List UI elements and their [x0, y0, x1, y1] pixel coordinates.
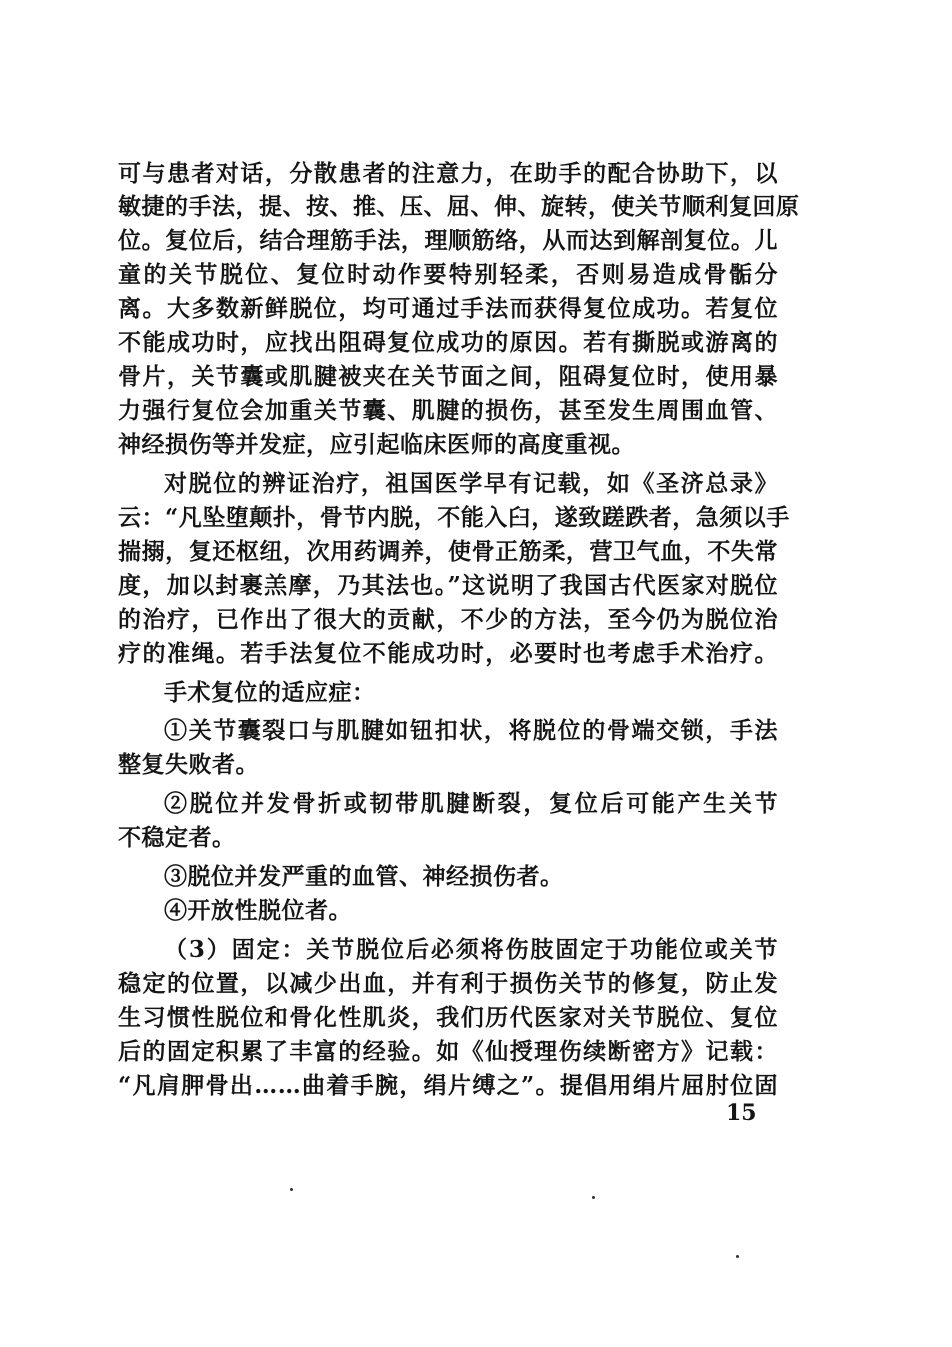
text-line: ③脱位并发严重的血管、神经损伤者。: [164, 863, 564, 890]
text-line: 骨片，关节囊或肌腱被夹在关节面之间，阻碍复位时，使用暴: [118, 363, 778, 390]
text-line: （3）固定：关节脱位后必须将伤肢固定于功能位或关节: [164, 936, 778, 963]
scan-speck: [592, 1196, 595, 1199]
text-line: 的治疗，已作出了很大的贡献，不少的方法，至今仍为脱位治: [118, 606, 778, 633]
text-line: 位。复位后，结合理筋手法，理顺筋络，从而达到解剖复位。儿: [118, 227, 778, 254]
text-line: ①关节囊裂口与肌腱如钮扣状，将脱位的骨端交锁，手法: [164, 717, 778, 744]
text-line: 后的固定积累了丰富的经验。如《仙授理伤续断密方》记载：: [118, 1038, 778, 1065]
text-line: 神经损伤等并发症，应引起临床医师的高度重视。: [118, 431, 635, 458]
text-line: 力强行复位会加重关节囊、肌腱的损伤，甚至发生周围血管、: [118, 397, 778, 424]
page-number: 15: [726, 1100, 757, 1126]
text-line: 整复失败者。: [118, 751, 259, 778]
text-line: 不能成功时，应找出阻碍复位成功的原因。若有撕脱或游离的: [118, 329, 778, 356]
text-line: ④开放性脱位者。: [164, 897, 352, 924]
text-line: 敏捷的手法，提、按、推、压、屈、伸、旋转，使关节顺利复回原: [118, 193, 800, 220]
text-line: 手术复位的适应症：: [164, 679, 376, 706]
text-line: 云：“凡坠堕颠扑，骨节内脱，不能入臼，遂致蹉跌者，急须以手: [118, 504, 790, 531]
text-line: 度，加以封裹羔摩，乃其法也。”这说明了我国古代医家对脱位: [118, 572, 778, 599]
text-line: 离。大多数新鲜脱位，均可通过手法而获得复位成功。若复位: [118, 295, 778, 322]
scan-speck: [736, 1255, 739, 1258]
text-line: 童的关节脱位、复位时动作要特别轻柔，否则易造成骨骺分: [118, 261, 778, 288]
text-line: 疗的准绳。若手法复位不能成功时，必要时也考虑手术治疗。: [118, 640, 778, 667]
text-line: 可与患者对话，分散患者的注意力，在助手的配合协助下，以: [118, 160, 778, 187]
text-line: 对脱位的辨证治疗，祖国医学早有记载，如《圣济总录》: [164, 470, 778, 497]
text-line: 揣搦，复还枢纽，次用药调养，使骨正筋柔，营卫气血，不失常: [118, 538, 778, 565]
text-line: 不稳定者。: [118, 824, 236, 851]
text-line: ②脱位并发骨折或韧带肌腱断裂，复位后可能产生关节: [164, 790, 778, 817]
scan-speck: [290, 1188, 293, 1191]
text-line: 稳定的位置，以减少出血，并有利于损伤关节的修复，防止发: [118, 970, 778, 997]
text-line: “凡肩胛骨出……曲着手腕，绢片缚之”。提倡用绢片屈肘位固: [118, 1072, 778, 1099]
text-line: 生习惯性脱位和骨化性肌炎，我们历代医家对关节脱位、复位: [118, 1004, 778, 1031]
